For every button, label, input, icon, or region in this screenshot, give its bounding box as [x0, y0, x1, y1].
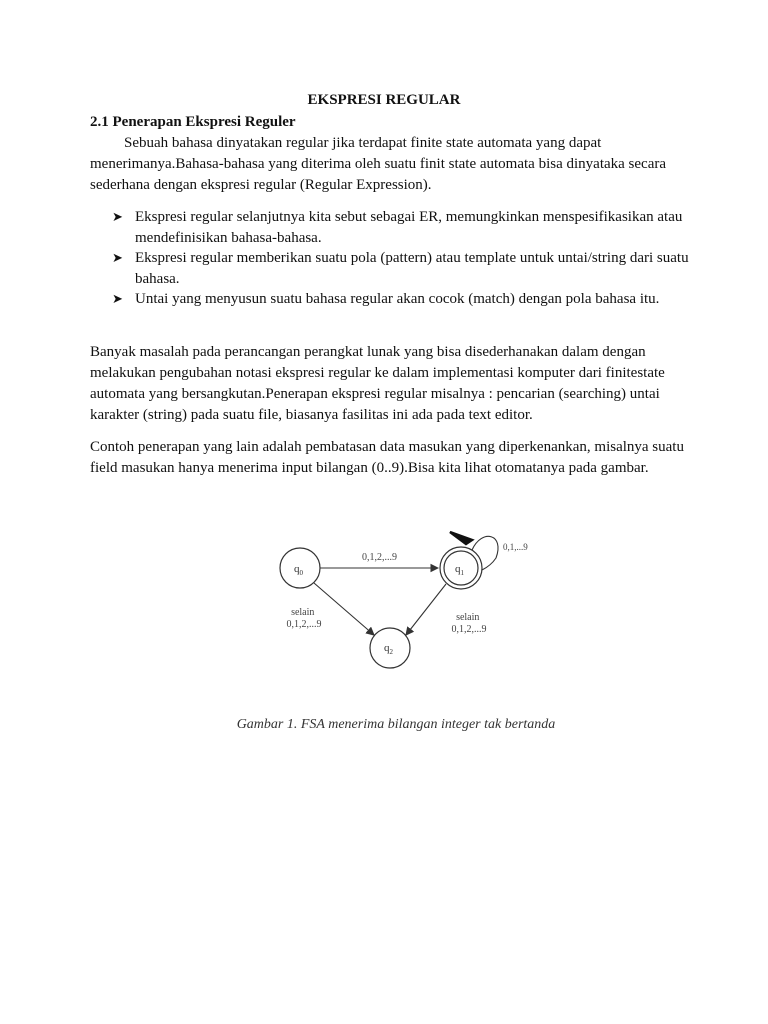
bullet-text: Ekspresi regular memberikan suatu pola (pattern) atau template untuk untai/string dari suatu bahasa. [135, 250, 689, 287]
body-paragraph: Contoh penerapan yang lain adalah pembatasan data masukan yang diperkenankan, misalnya suatu field masukan hanya menerima input bilangan (0..9).Bisa kita lihat otomatanya pada gambar. [90, 439, 684, 476]
state-label-q1: $q_1$ [455, 563, 464, 577]
bullet-text: Untai yang menyusun suatu bahasa regular akan cocok (match) dengan pola bahasa itu. [135, 291, 660, 307]
edge-label-q1-q2: selain 0,1,2,...9 [451, 612, 487, 635]
edge-label-loop: 0,1,...9 [503, 542, 528, 552]
edge-label-q0-q2: selain 0,1,2,...9 [286, 607, 322, 630]
edge-q1-q2 [406, 584, 446, 635]
bullet-list [112, 207, 692, 310]
state-q0 [280, 548, 320, 588]
state-q1-outer [440, 547, 482, 589]
edge-q0-q2 [314, 583, 374, 635]
edge-label-q0-q1: 0,1,2,...9 [362, 552, 397, 563]
fsa-diagram [220, 520, 560, 700]
arrow-bullet-icon: ➤ [112, 291, 123, 306]
list-item [112, 289, 692, 310]
state-label-q2: $q_2$ [384, 642, 393, 656]
loop-arrowhead-icon [450, 532, 472, 544]
figure-caption: Gambar 1. FSA menerima bilangan integer tak bertanda [236, 717, 556, 732]
bullet-text: Ekspresi regular selanjutnya kita sebut sebagai ER, memungkinkan menspesifikasikan atau mendefinisikan bahasa-bahasa. [135, 209, 683, 246]
arrow-bullet-icon: ➤ [112, 250, 123, 265]
arrow-bullet-icon: ➤ [112, 209, 123, 224]
list-item [112, 248, 692, 289]
state-q1 [444, 551, 478, 585]
state-label-q0: $q_0$ [294, 563, 303, 577]
intro-paragraph: Sebuah bahasa dinyatakan regular jika terdapat finite state automata yang dapat menerimanya.Bahasa-bahasa yang diterima oleh suatu finit state automata bisa dinyataka secara sederhana dengan ekspresi regular (Regular Expression). [90, 135, 667, 193]
document-title: EKSPRESI REGULAR [307, 92, 461, 108]
body-paragraph: Banyak masalah pada perancangan perangkat lunak yang bisa disederhanakan dalam dengan melakukan pengubahan notasi ekspresi regular ke dalam implementasi komputer dari finitestate automata yang bersangkutan.Penerapan ekspresi regular misalnya : pencarian (searching) untai karakter (string) pada suatu file, biasanya fasilitas ini ada pada text editor. [90, 344, 665, 423]
section-heading: 2.1 Penerapan Ekspresi Reguler [90, 114, 296, 130]
list-item [112, 207, 692, 248]
